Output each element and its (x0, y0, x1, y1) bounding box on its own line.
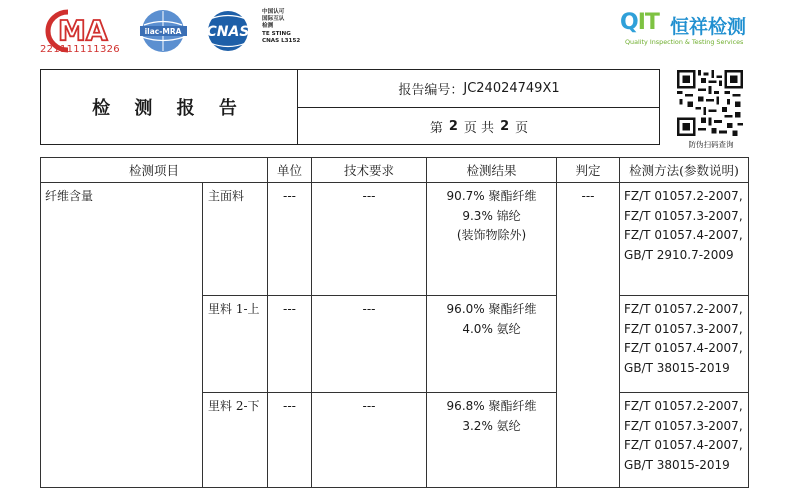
method-cell (620, 296, 749, 393)
table-header-row (41, 158, 749, 183)
header-unit: 单位 (268, 158, 312, 183)
anti-counterfeit-qr-code[interactable] (677, 70, 743, 136)
cnas-line-2: 国际互认 (262, 16, 285, 23)
test-item-name: 纤维含量 (41, 183, 203, 488)
cnas-logo-text: CNAS (206, 24, 250, 40)
ilac-mra-text: ilac-MRA (144, 27, 182, 36)
test-results-table (40, 157, 749, 488)
unit-cell: --- (268, 393, 312, 488)
method-line: FZ/T 01057.2-2007, (624, 399, 743, 413)
method-line: FZ/T 01057.2-2007, (624, 302, 743, 316)
report-number (298, 70, 660, 107)
requirement-cell: --- (312, 296, 427, 393)
requirement-cell: --- (312, 393, 427, 488)
method-cell (620, 393, 749, 488)
unit-cell: --- (268, 296, 312, 393)
result-line: 96.8% 聚酯纤维 (446, 399, 537, 413)
report-number-label: 报告编号： (398, 83, 464, 98)
header-judgement: 判定 (557, 158, 620, 183)
result-line: 3.2% 氨纶 (462, 418, 521, 433)
fabric-part: 里料 2-下 (203, 393, 268, 488)
fabric-part: 主面料 (203, 183, 268, 296)
report-header-box (40, 69, 660, 145)
report-number-value: JC24024749X1 (463, 81, 560, 96)
report-page-indicator (298, 108, 660, 144)
qr-caption: 防伪扫码查询 (688, 140, 734, 149)
method-line: GB/T 38015-2019 (624, 457, 730, 472)
result-cell (427, 296, 557, 393)
header-requirement: 技术要求 (312, 158, 427, 183)
cma-logo-text: MA (58, 14, 108, 47)
method-line: GB/T 38015-2019 (624, 360, 730, 375)
method-line: FZ/T 01057.3-2007, (624, 208, 743, 223)
brand-tagline: Quality Inspection & Testing Services (625, 38, 744, 46)
brand-logo-q: Q (620, 10, 638, 35)
method-line: FZ/T 01057.3-2007, (624, 321, 743, 336)
result-line: 90.7% 聚酯纤维 (446, 189, 537, 203)
method-line: FZ/T 01057.4-2007, (624, 438, 743, 452)
method-cell (620, 183, 749, 296)
method-line: FZ/T 01057.4-2007, (624, 228, 743, 242)
cnas-line-1: 中国认可 (262, 9, 285, 15)
report-title: 检 测 报 告 (92, 98, 246, 119)
cnas-line-3: 检测 (262, 23, 274, 30)
result-line: (装饰物除外) (456, 228, 527, 242)
page-suffix: 页 (515, 120, 529, 136)
result-cell (427, 393, 557, 488)
unit-cell: --- (268, 183, 312, 296)
table-row (41, 183, 749, 296)
header-result: 检测结果 (427, 158, 557, 183)
method-line: FZ/T 01057.3-2007, (624, 418, 743, 433)
cma-number: 221111111326 (40, 44, 120, 55)
method-line: FZ/T 01057.4-2007, (624, 341, 743, 355)
result-line: 9.3% 锦纶 (462, 208, 521, 223)
cnas-accreditation-text (262, 9, 300, 45)
page-total: 2 (500, 118, 510, 134)
brand-logo (620, 10, 659, 35)
page-prefix: 第 (429, 120, 443, 136)
page-current: 2 (448, 118, 458, 134)
result-line: 96.0% 聚酯纤维 (446, 302, 537, 316)
method-line: GB/T 2910.7-2009 (624, 247, 734, 262)
brand-name-cn: 恒祥检测 (670, 16, 747, 38)
cnas-logo (196, 10, 260, 52)
cnas-line-4: TE STING (262, 30, 291, 37)
page-mid: 页 共 (463, 120, 495, 136)
header-method: 检测方法(参数说明) (620, 158, 749, 183)
result-line: 4.0% 氨纶 (462, 321, 521, 336)
result-cell (427, 183, 557, 296)
judgement-cell: --- (557, 183, 620, 488)
requirement-cell: --- (312, 183, 427, 296)
fabric-part: 里料 1-上 (203, 296, 268, 393)
method-line: FZ/T 01057.2-2007, (624, 189, 743, 203)
brand-logo-it: IT (637, 10, 659, 35)
ilac-mra-logo (136, 8, 191, 54)
cnas-line-5: CNAS L3152 (262, 37, 301, 44)
header-test-item: 检测项目 (41, 158, 268, 183)
